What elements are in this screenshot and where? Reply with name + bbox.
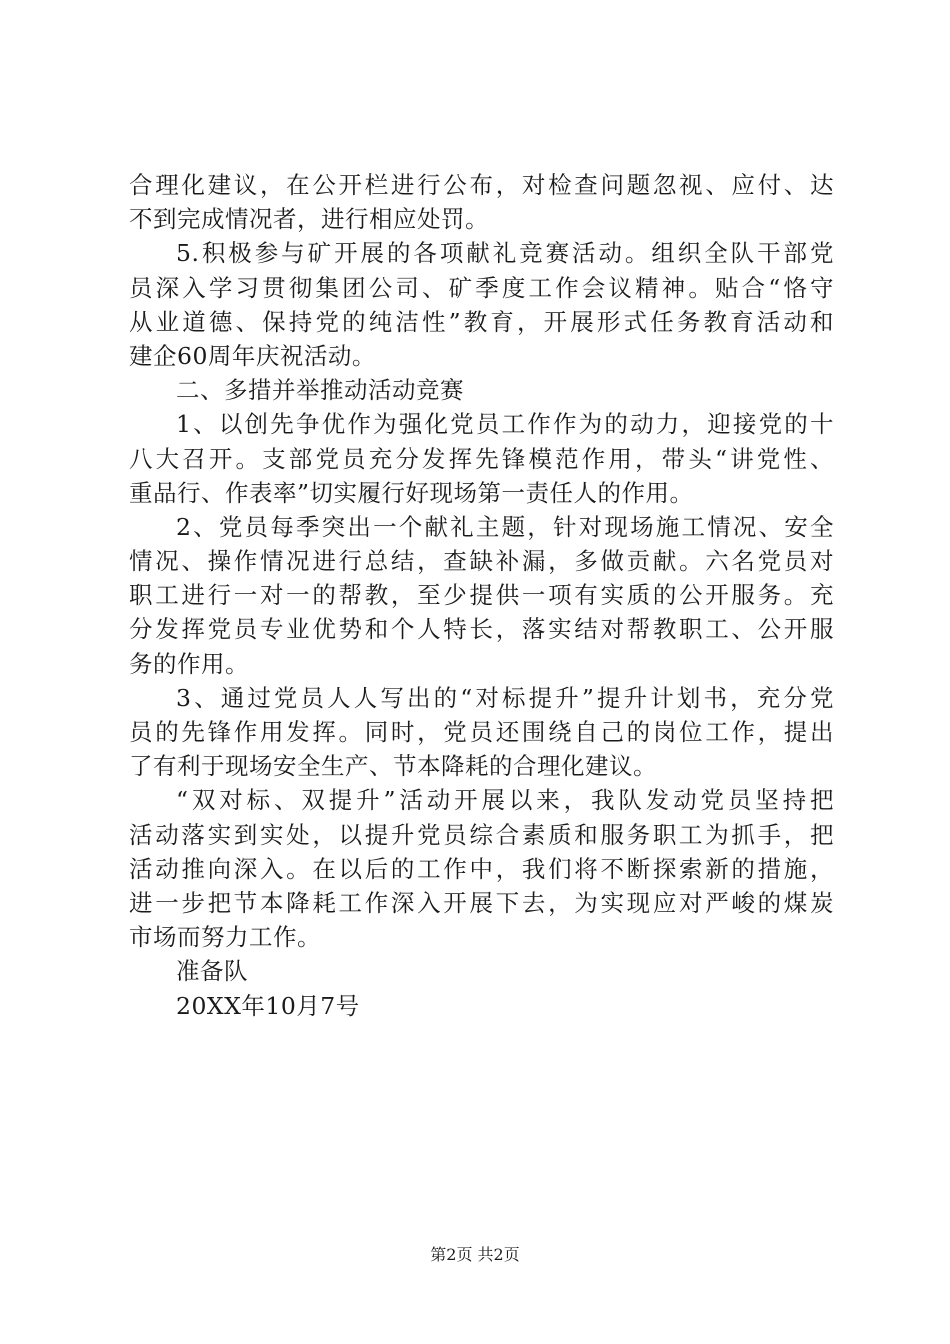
text-line: 合理化建议，在公开栏进行公布，对检查问题忽视、应付、达 [129,171,834,199]
text-line: 活动落实到实处，以提升党员综合素质和服务职工为抓手，把 [129,820,834,849]
text-line: 职工进行一对一的帮教，至少提供一项有实质的公开服务。充 [129,581,834,610]
text-line: 重品行、作表率”切实履行好现场第一责任人的作用。 [129,478,694,507]
text-line: 市场而努力工作。 [129,923,321,952]
text-line: 员深入学习贯彻集团公司、矿季度工作会议精神。贴合“恪守 [129,273,834,302]
text-line: 2、党员每季突出一个献礼主题，针对现场施工情况、安全 [176,512,834,541]
text-line: 情况、操作情况进行总结，查缺补漏，多做贡献。六名党员对 [129,547,834,576]
text-line: 从业道德、保持党的纯洁性”教育，开展形式任务教育活动和 [129,307,834,336]
text-line: 准备队 [176,957,248,986]
text-line: 建企60周年庆祝活动。 [129,341,376,370]
text-line: 二、多措并举推动活动竞赛 [176,376,464,405]
text-line: 务的作用。 [129,649,249,678]
text-line: 员的先锋作用发挥。同时，党员还围绕自己的岗位工作，提出 [129,718,834,746]
text-line: 八大召开。支部党员充分发挥先锋模范作用，带头“讲党性、 [129,444,834,473]
text-line: “双对标、双提升”活动开展以来，我队发动党员坚持把 [176,786,834,815]
text-line: 分发挥党员专业优势和个人特长，落实结对帮教职工、公开服 [129,615,834,644]
text-line: 活动推向深入。在以后的工作中，我们将不断探索新的措施， [129,854,834,883]
text-line: 了有利于现场安全生产、节本降耗的合理化建议。 [129,752,657,781]
text-line: 20XX年10月7号 [176,991,360,1020]
text-line: 3、通过党员人人写出的“对标提升”提升计划书，充分党 [176,683,834,712]
text-line: 进一步把节本降耗工作深入开展下去，为实现应对严峻的煤炭 [129,888,834,917]
page-footer: 第2页 共2页 [430,1245,520,1264]
text-line: 不到完成情况者，进行相应处罚。 [129,205,489,234]
text-line: 1、以创先争优作为强化党员工作作为的动力，迎接党的十 [176,410,834,439]
document-body [129,168,834,1023]
text-line: 5.积极参与矿开展的各项献礼竞赛活动。组织全队干部党 [176,239,834,268]
